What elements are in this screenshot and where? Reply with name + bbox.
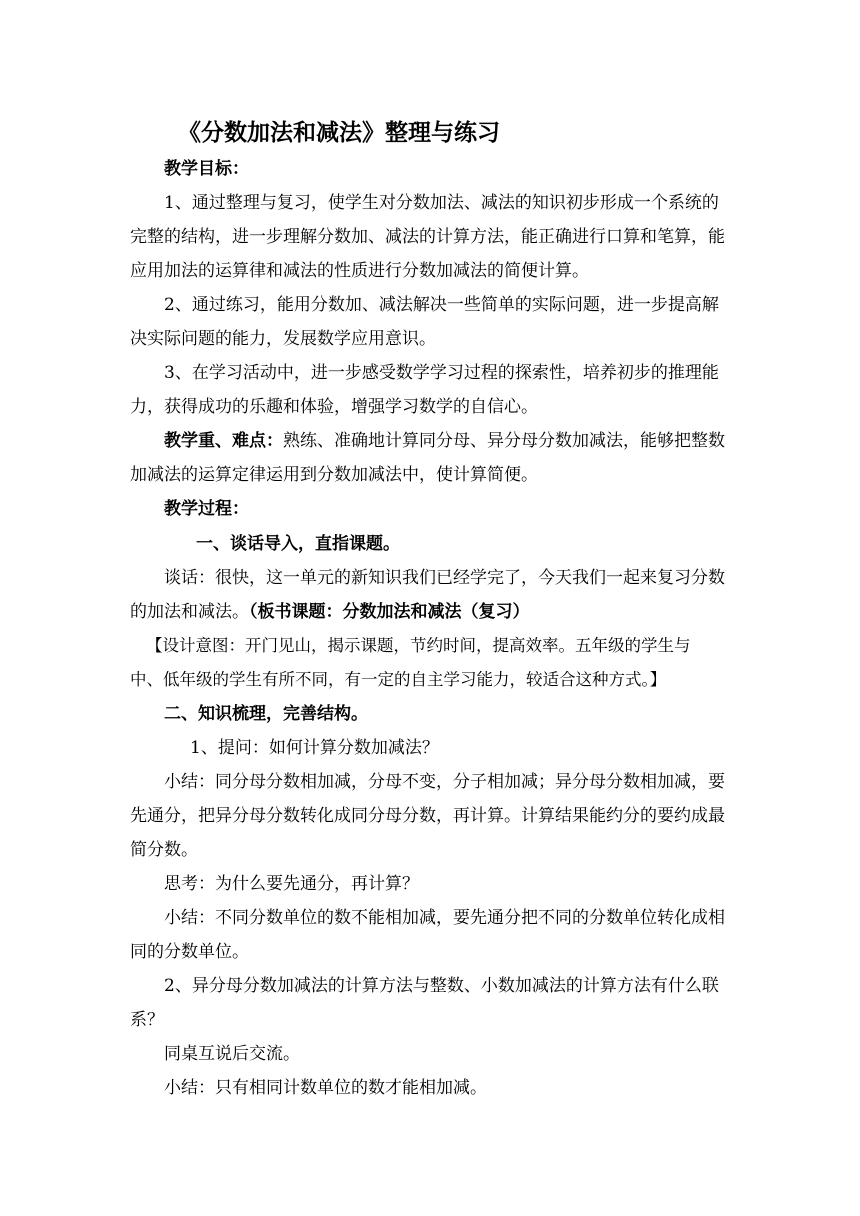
goals-heading: 教学目标： — [164, 159, 249, 179]
board-title-note: （板书课题：分数加法和减法（复习） — [249, 602, 530, 622]
question2-line1: 2、异分母分数加减法的计算方法与整数、小数加减法的计算方法有什么联 — [164, 976, 719, 996]
goal1-line2: 完整的结构，进一步理解分数加、减法的计算方法，能正确进行口算和笔算，能 — [130, 227, 725, 247]
goal2-line2: 决实际问题的能力，发展数学应用意识。 — [130, 329, 436, 349]
design-intent-line2: 中、低年级的学生有所不同，有一定的自主学习能力，较适合这种方式。】 — [130, 670, 667, 689]
section2-heading: 二、知识梳理，完善结构。 — [164, 704, 368, 724]
goal3-line2: 力，获得成功的乐趣和体验，增强学习数学的自信心。 — [130, 397, 538, 417]
summary2-line1: 小结：不同分数单位的数不能相加减，要先通分把不同的分数单位转化成相 — [164, 908, 725, 928]
talk-line2 — [130, 601, 530, 623]
question1: 1、提问：如何计算分数加减法？ — [190, 738, 439, 758]
process-heading: 教学过程： — [164, 499, 249, 519]
talk-line1: 谈话：很快，这一单元的新知识我们已经学完了，今天我们一起来复习分数 — [164, 568, 725, 588]
key-points-line1 — [164, 430, 725, 452]
goal1-line1: 1、通过整理与复习，使学生对分数加法、减法的知识初步形成一个系统的 — [164, 193, 719, 213]
key-points-line2: 加减法的运算定律运用到分数加减法中，使计算简便。 — [130, 465, 538, 485]
summary1-line2: 先通分，把异分母分数转化成同分母分数，再计算。计算结果能约分的要约成最 — [130, 806, 725, 826]
summary3: 小结：只有相同计数单位的数才能相加减。 — [164, 1078, 487, 1098]
goal1-line3: 应用加法的运算律和减法的性质进行分数加减法的简便计算。 — [130, 261, 589, 281]
goal2-line1: 2、通过练习，能用分数加、减法解决一些简单的实际问题，进一步提高解 — [164, 295, 719, 315]
think-question: 思考：为什么要先通分，再计算？ — [164, 874, 419, 894]
summary1-line3: 简分数。 — [130, 840, 198, 860]
discuss-text: 同桌互说后交流。 — [164, 1044, 300, 1064]
question2-line2: 系？ — [130, 1010, 164, 1030]
key-points-label: 教学重、难点： — [164, 431, 283, 451]
summary1-line1: 小结：同分母分数相加减，分母不变，分子相加减；异分母分数相加减，要 — [164, 772, 725, 792]
document-title: 《分数加法和减法》整理与练习 — [178, 120, 500, 146]
goal3-line1: 3、在学习活动中，进一步感受数学学习过程的探索性，培养初步的推理能 — [164, 363, 719, 383]
talk-text2: 的加法和减法。 — [130, 602, 249, 622]
summary2-line2: 同的分数单位。 — [130, 942, 249, 962]
section1-heading: 一、谈话导入，直指课题。 — [196, 534, 400, 554]
key-points-text1: 熟练、准确地计算同分母、异分母分数加减法，能够把整数 — [283, 431, 725, 451]
design-intent-line1: 【设计意图：开门见山，揭示课题，节约时间，提高效率。五年级的学生与 — [146, 636, 691, 655]
